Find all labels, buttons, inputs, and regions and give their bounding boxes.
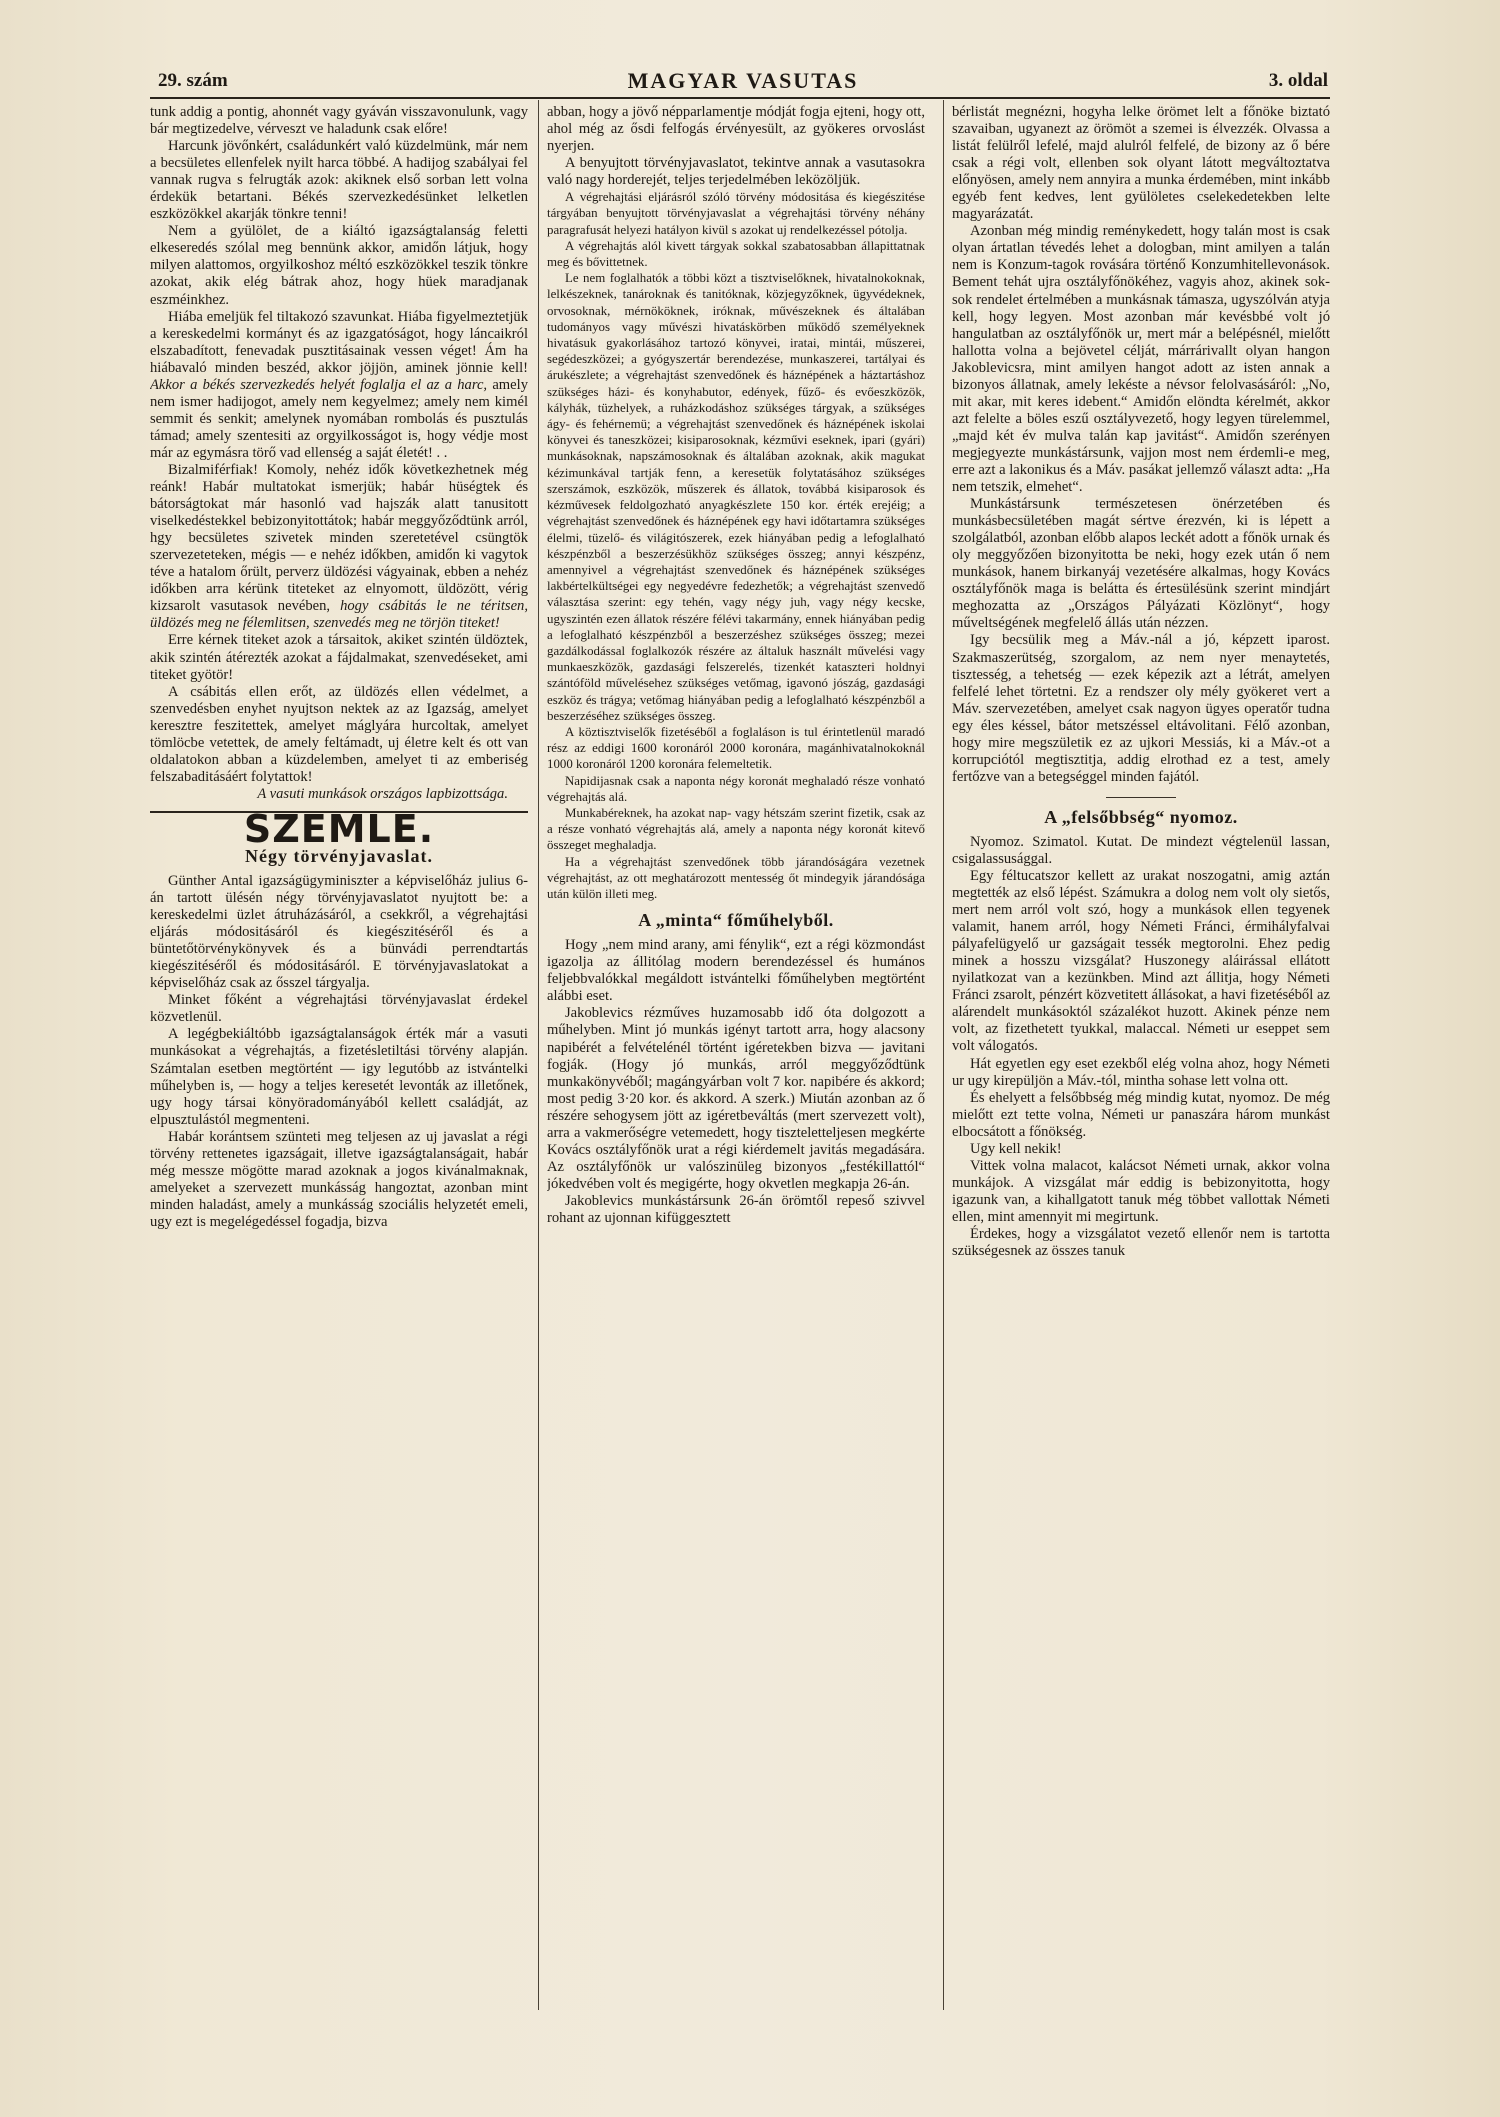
page-header bbox=[158, 70, 1328, 96]
signature: A vasuti munkások országos lapbizottsága. bbox=[257, 785, 508, 802]
section-title: SZEMLE. bbox=[243, 806, 435, 851]
paragraph: Jakoblevics rézműves huzamosabb idő óta dolgozott a műhelyben. Mint jó munkás igényt tartott arra, hogy alacsony napibérét a felvételénél történt igéretekben bizva — javitani fogják. (Hogy jó munkás, arról meggyőződtünk munkakönyvéből; magángyárban volt 7 kor. napibére és akkord; most pedig 3·20 kor. és akkord. A szerk.) Miután azonban az ő részére sehogysem jött az igéretbeváltás (mert szervezett volt), arra a vakmerőségre vetemedett, hogy tiszteletteljesen megkérte Kovács osztályfőnök urat a régi kiérdemelt javitás megadására. Az osztályfőnök ur valószinüleg bizonyos „festékillattól“ jókedvében volt és megigérte, hogy okvetlen megkapja 26-án. bbox=[547, 1005, 925, 1192]
masthead-title: MAGYAR VASUTAS bbox=[627, 68, 859, 93]
paragraph: Munkabéreknek, ha azokat nap- vagy hétszám szerint fizetik, csak az a része vonható végrehajtás alá, amely a naponta négy koronát kitevő összeget meghaladja. bbox=[547, 805, 925, 853]
column-2 bbox=[547, 104, 925, 2009]
paragraph: Harcunk jövőnkért, családunkért való küzdelmünk, már nem a becsületes ellenfelek nyilt harca többé. A hadijog szabályai fel vannak rugva s felrugták azok: akiknek első sorban lett volna érdekük betartani. Békés szervezkedésünket lelketlen eszközökkel akarják tönkre tenni! bbox=[150, 138, 528, 223]
paragraph: tunk addig a pontig, ahonnét vagy gyáván visszavonulunk, vagy bár megtizedelve, vérveszt ve haladunk csak előre! bbox=[150, 104, 528, 138]
paragraph: Érdekes, hogy a vizsgálatot vezető ellenőr nem is tartotta szükségesnek az összes tanuk bbox=[952, 1226, 1330, 1260]
text-run: Hiába emeljük fel tiltakozó szavunkat. Hiába figyelmeztetjük a kereskedelmi kormányt és az igazgatóságot, hogy láncaikról elszabadított, fenevadak pusztitásainak vessen véget! Ám ha hiábavaló minden beszéd, akkor jöjjön, aminek jönnie kell! bbox=[150, 308, 528, 376]
italic-text: hogy csábitás le ne téritsen, üldözés meg ne félemlitsen, szenvedés meg ne törjön titeket! bbox=[150, 598, 528, 632]
text-run: Bizalmiférfiak! Komoly, nehéz idők következhetnek még reánk! Habár multatokat ismerjük; habár hüségtek és bátorságtokat már hasonló vad hajszák alatt tanusitott viselkedéstekkel bebizonyitottátok; habár meggyőződtünk arról, hgy becsületes szivetek minden szeretetével csüngtök szervezeteteken, mégis — e nehéz időkben, amidőn ki vagytok téve a hatalom őrült, perverz üldözési vágyainak, ebben a nehéz időkben arra kérünk titeteket az elnyomott, üldözött, vérig kizsarolt vasutasok nevében, bbox=[150, 461, 528, 615]
paragraph: Ha a végrehajtást szenvedőnek több járandóságára vezetnek végrehajtást, az ott meghatározott mentesség őt mindegyik járandósága után külön illeti meg. bbox=[547, 854, 925, 901]
article-title: Négy törvényjavaslat. bbox=[245, 845, 433, 866]
article-title: A „minta“ főműhelyből. bbox=[638, 910, 834, 931]
paragraph: Egy féltucatszor kellett az urakat noszogatni, amig aztán megtették az első lépést. Számukra a dolog nem volt oly sietős, mert nem arról volt szó, hogy a munkások ellen tegyenek valamit, hanem arról, hogy Németi Fránci, érmihályfalvai pályafelügyelő ur gazságait tessék megtorolni. Ehez pedig minek a hosszu vizsgálat? Huszonegy aláirással ellátott nyilatkozat van a kezünkben. Mind azt állitja, hogy Németi Fránci zsarolt, pénzért közvetitett állásokat, a havi fizetéséből az alárendelt munkásoktól százalékot huzott. Akinek pénze nem volt, az fizethetett tyukkal, malaccal. Németi ur eseppet sem volt válogatós. bbox=[952, 868, 1330, 1055]
paragraph: Azonban még mindig reménykedett, hogy talán most is csak olyan ártatlan tévedés lehet a dologban, mint amilyen a talán nem is Konzum-tagok rovására történő Konzumhitellevonások. Bement tehát ujra osztályfőnökéhez, vagyis ahoz, akinek sok-sok rendelet értelmében a munkásnak támasza, ugyszólván atyja kell, hogy legyen. Most azonban már kevésbbé volt jó hangulatban az osztályfőnök ur, mert már a belépésnél, mielőtt hallotta volna a bejövetel célját, márrárivallt olyan hangon Jakoblevicsra, mint amilyen hangot adott az isten annak a bizonyos állatnak, amely lekéste a névsor felolvasásáról: „No, mit akar, mit keres idebent.“ Amidőn elöndta kérelmét, akkor azt felelte a böles eszű osztályvezető, hogy legyen türelemmel, „majd két év mulva talán kap javitást“. Amidőn szerényen megjegyezte munkástársunk, vajjon most nem érdemli-e meg, erre azt a lakonikus és a Máv. pasákat jellemző választ adta: „Ha nem tetszik, elmehet“. bbox=[952, 223, 1330, 496]
divider bbox=[1106, 797, 1176, 798]
paragraph: Munkástársunk természetesen önérzetében és munkásbecsületében magát sértve érezvén, ki is lépett a szolgálatból, azonban előbb alapos leckét adott a főnök urnak és oly meggyőzően bizonyitotta be neki, hogy ezek után ő nem munkások, hanem birkanyáj vezetésére alkalmas, hogy Kovács osztályfőnök maga is belátta és értesülésünk szerint mindjárt meghozatta az „Országos Pályázati Közlönyt“, hogy műveltségének megfelelő állás után nézzen. bbox=[952, 496, 1330, 632]
column-divider-1 bbox=[538, 100, 539, 2010]
paragraph: Hogy „nem mind arany, ami fénylik“, ezt a régi közmondást igazolja az állitólag modern berendezéssel és humános feljebbvalókkal megáldott istvántelki főműhelyben megtörtént alábbi eset. bbox=[547, 937, 925, 1005]
text-run: amely nem ismer hadijogot, amely nem kegyelmez; amely nem kimél semmit és senkit; amelynek nyomában rombolás és pusztulás támad; amely szentesiti az orgyilkosságot is, hogy védje most már az egymásra törő vad ellenség a saját életét! . . bbox=[150, 376, 528, 461]
paragraph: Le nem foglalhatók a többi közt a tisztviselőknek, hivatalnokoknak, lelkészeknek, tanároknak és tanitóknak, közjegyzőknek, ügyvédeknek, orvosoknak, mérnököknek, iróknak, művészeknek és általában tudományos vagy művészi hivatáskörben működő személyeknek hivatásuk gyakorlásához tartozó könyvei, iratai, mintái, műszerei, segédeszközei; a gyógyszertár berendezése, munkaszerei, tartályai és árukészlete; a végrehajtást szenvedőnek és háznépének a háztartáshoz szükséges házi- és konyhabutor, edények, fűző- és evőeszközök, kályhák, tüzhelyek, a ruházkodáshoz szükséges tárgyak, a szükséges ágy- és fehérnemü; a végrehajtást szenvedőnek és háznépének iskolai könyvei és taneszközei; kisiparosoknak, kézművi eseknek, ipari (gyári) munkásoknak, napszámosoknak és általában azoknak, akik magukat kézimunkával tartják fenn, a keresetük folytatásához szükséges szerszámok, eszközök, műszerek és állatok, továbbá kisiparosok és kézművesek feldolgozható anyagkészlete 150 kor. érték erejéig; a végrehajtást szenvedőnek és háznépének egy havi időtartamra szükséges élelmi, tüzelő- és világitószerek, ezek hiányában pedig a lefoglalható készpénzből a beszerzésükhöz szükséges összeg; annyi készpénz, amennyivel a végrehajtást szenvedőnek és háznépének szükséges lakbértelkültségei egy negyedévre fedezhetők; a végrehajtást szenvedő választása szerint: egy tehén, vagy négy juh, vagy négy kecske, ugyszintén ezen állatok részére félévi takarmány, ennek hiányában pedig a lefoglalható készpénzből a beszerzéshez szükséges összeg; mezei gazdálkodással foglalkozók részére az általuk használt művelési vagy munkaeszközök, gazdasági felszerelés, tizenkét kataszteri holdnyi szántóföld művelésehez szükséges vetőmag, igavonó jószág, gazdasági eszköz és trágya; vetőmag hiányában pedig a lefoglalható készpénzből a beszerzéséhez szükséges összeg. bbox=[547, 271, 925, 723]
paragraph: Nem a gyülölet, de a kiáltó igazságtalanság feletti elkeseredés szólal meg bennünk akkor, amidőn látjuk, hogy milyen alattomos, orgyilkoshoz méltó eszközökkel teszik tönkre azokat, akik elég bátrak ahoz, hogy hüek maradjanak eszméinkhez. bbox=[150, 223, 528, 308]
paragraph: A benyujtott törvényjavaslatot, tekintve annak a vasutasokra való nagy horderejét, teljes terjedelmében leközöljük. bbox=[547, 155, 925, 189]
page-number: 29. szám bbox=[158, 70, 228, 91]
paragraph: A végrehajtás alól kivett tárgyak sokkal szabatosabban állapittatnak meg és bővittetnek. bbox=[547, 238, 925, 270]
paragraph: abban, hogy a jövő népparlamentje módját fogja ejteni, hogy ott, ahol még az ősdi felfogás érvényesült, az gyökeres orvoslást nyerjen. bbox=[547, 104, 925, 155]
paragraph: A végrehajtási eljárásról szóló törvény módositása és kiegészitése tárgyában benyujtott törvényjavaslat a végrehajtási törvény néhány paragrafusát helyezi hatályon kivül s azokat uj rendelkezéssel pótolja. bbox=[547, 190, 925, 237]
italic-text: Akkor a békés szervezkedés helyét foglalja el az a harc, bbox=[150, 376, 488, 393]
paragraph: Napidijasnak csak a naponta négy koronát meghaladó része vonható végrehajtás alá. bbox=[547, 773, 925, 804]
article-title: A „felsőbbség“ nyomoz. bbox=[1044, 806, 1238, 827]
paragraph: A csábitás ellen erőt, az üldözés ellen védelmet, a szenvedésben enyhet nyujtson nektek az az Igazság, amelyet keresztre feszitettek, amelyet máglyára hurcoltak, amelyet tömlöcbe vetettek, de amely feltámadt, uj életre kelt és ott van oldalatokon abban a küzdelemben, amelyet ti az emberiség felszabaditásáért folytattok! bbox=[150, 683, 528, 785]
paragraph: bérlistát megnézni, hogyha lelke örömet lelt a főnöke biztató szavaiban, ugyanezt az örömöt a szemei is élvezzék. Olvassa a listát felülről lefelé, majd alulról felfelé, de bizony az ő bére csak a régi volt, ellenben sok olyant látott megváltoztatva előnyösen, amely nem annyira a munka érdemében, mint inkább egyéb fent kedves, lent gyülöletes cselekedetekben lelte magyarázatát. bbox=[952, 104, 1330, 223]
column-3 bbox=[952, 104, 1330, 2009]
paragraph: A köztisztviselők fizetéséből a foglaláson is tul érintetlenül maradó rész az eddigi 1600 koronáról 2000 koronára, magánhivatalnokoknál 1000 koronáról 1200 koronára felemeltetik. bbox=[547, 724, 925, 772]
paragraph: Jakoblevics munkástársunk 26-án örömtől repeső szivvel rohant az ujonnan kifüggesztett bbox=[547, 1192, 925, 1226]
paragraph bbox=[150, 462, 528, 632]
paragraph: Günther Antal igazságügyminiszter a képviselőház julius 6-án tartott ülésén négy törvényjavaslatot nyujtott be: a kereskedelmi üzlet átruházásáról, a csekkről, a végrehajtási eljárás módositásáról és kiegészitéséről és a büntetőtörvénykönyvek és a bünvádi perrendtartás kiegészitéséről és módositásáról. E törvényjavaslatokat a képviselőház csak az ősszel tárgyalja. bbox=[150, 873, 528, 992]
bill-summary bbox=[547, 189, 925, 902]
paragraph: Hát egyetlen egy eset ezekből elég volna ahoz, hogy Németi ur ugy kirepüljön a Máv.-tól, mintha sohase lett volna ott. bbox=[952, 1055, 1330, 1089]
paragraph: Habár korántsem szünteti meg teljesen az uj javaslat a régi törvény rettenetes igazságait, illetve igazságtalanságait, habár még messze mögötte marad azoknak a jogos kivánalmaknak, amelyeket a szervezett munkásság hangoztat, azonban mint minden haladást, amely a munkásság szociális helyzetét emeli, ugy ezt is megelégedéssel fogadja, bizva bbox=[150, 1128, 528, 1230]
paragraph: Vittek volna malacot, kalácsot Németi urnak, akkor volna munkájok. A vizsgálat már eddig is bebizonyitotta, hogy igazunk van, a kihallgatott tanuk még többet vallottak Németi ellen, mint amennyit mi megirtunk. bbox=[952, 1157, 1330, 1225]
paragraph: Ugy kell nekik! bbox=[970, 1140, 1062, 1157]
header-rule bbox=[150, 97, 1330, 99]
paragraph: És ehelyett a felsőbbség még mindig kutat, nyomoz. De még mielőtt ezt tette volna, Németi ur panaszára három munkást elbocsátott a főnökség. bbox=[952, 1089, 1330, 1140]
paragraph: Igy becsülik meg a Máv.-nál a jó, képzett iparost. Szakmaszerütség, szorgalom, az nem nyer menaytetés, tisztesség, a tehetség — ezek képezik azt a létrát, amelyen felfelé lehet törtetni. Ez a rendszer oly mély gyökeret vert a Máv. szervezetében, amelyet csak nagyon ügyes operatőr tudna egy éles késsel, bátor metszéssel eltávolitani. Félő azonban, hogy mire megszületik ez az ujkori Messiás, ki a Máv.-ot a korrupciótól megtisztitja, addig elrothad ez a test, amely fertőzve van a betegséggel minden fajától. bbox=[952, 632, 1330, 785]
paragraph: Nyomoz. Szimatol. Kutat. De mindezt végtelenül lassan, csigalassusággal. bbox=[952, 833, 1330, 867]
column-1 bbox=[150, 104, 528, 2009]
paragraph: Erre kérnek titeket azok a társaitok, akiket szintén üldöztek, akik szintén átérezték azokat a fájdalmakat, szenvedéseket, ami titeket gyötör! bbox=[150, 632, 528, 683]
column-divider-2 bbox=[943, 100, 944, 2010]
side-page-label: 3. oldal bbox=[1268, 70, 1328, 91]
paragraph: Minket főként a végrehajtási törvényjavaslat érdekel közvetlenül. bbox=[150, 992, 528, 1026]
paragraph: A legégbekiáltóbb igazságtalanságok érték már a vasuti munkásokat a végrehajtás, a fizetésletiltási törvény alapján. Számtalan esetben megtörtént — igy legutóbb az istvántelki műhelyben is, — hogy a teljes keresetét levonták az illetőnek, ugy hogy társai könyöradományából kellett családját, az elpusztulástól megmenteni. bbox=[150, 1026, 528, 1128]
paragraph bbox=[150, 309, 528, 462]
